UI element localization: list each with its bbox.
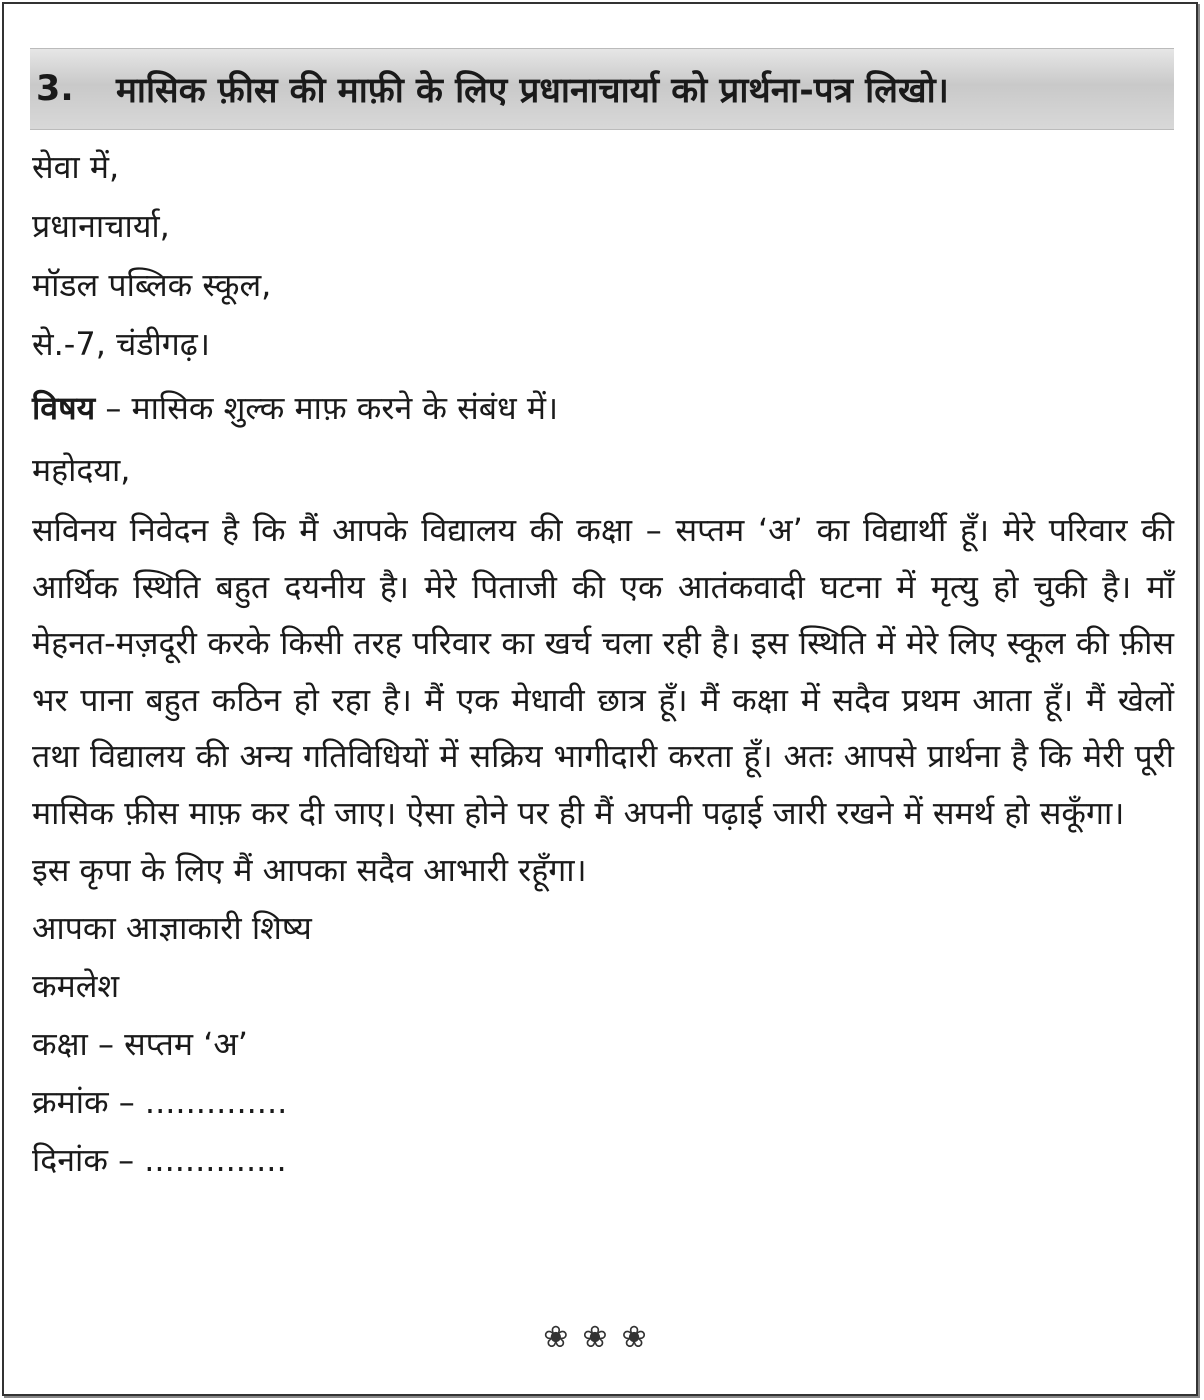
address-line: से.-7, चंडीगढ़। (32, 325, 210, 363)
date-line: दिनांक – .............. (32, 1141, 287, 1179)
question-heading (30, 48, 1174, 130)
closing-line: आपका आज्ञाकारी शिष्य (32, 909, 312, 947)
thanks-line: इस कृपा के लिए मैं आपका सदैव आभारी रहूँगा। (32, 851, 587, 889)
salutation: महोदया, (32, 451, 131, 489)
signature-block (32, 899, 1174, 1189)
question-title: मासिक फ़ीस की माफ़ी के लिए प्रधानाचार्या को प्रार्थना-पत्र लिखो। (116, 70, 949, 111)
letter (32, 138, 1174, 1189)
subject-line (32, 378, 1174, 438)
flower-ornament: ❀❀❀ (543, 1320, 661, 1355)
subject-label: विषय (32, 389, 96, 427)
subject-text: – मासिक शुल्क माफ़ करने के संबंध में। (95, 389, 559, 427)
question-number: 3. (36, 69, 74, 109)
roll-number: क्रमांक – .............. (32, 1083, 288, 1121)
address-line: मॉडल पब्लिक स्कूल, (32, 266, 272, 304)
letter-body: सविनय निवेदन है कि मैं आपके विद्यालय की कक्षा – सप्तम ‘अ’ का विद्यार्थी हूँ। मेरे परिवार की आर्थिक स्थिति बहुत दयनीय है। मेरे पिताजी की एक आतंकवादी घटना में मृत्यु हो चुकी है। माँ मेहनत-मज़दूरी करके किसी तरह परिवार का खर्च चला रही है। इस स्थिति में मेरे लिए स्कूल की फ़ीस भर पाना बहुत कठिन हो रहा है। मैं एक मेधावी छात्र हूँ। मैं कक्षा में सदैव प्रथम आता हूँ। मैं खेलों तथा विद्यालय की अन्य गतिविधियों में सक्रिय भागीदारी करता हूँ। अतः आपसे प्रार्थना है कि मेरी पूरी मासिक फ़ीस माफ़ कर दी जाए। ऐसा होने पर ही मैं अपनी पढ़ाई जारी रखने में समर्थ हो सकूँगा। (32, 511, 1174, 832)
address-block (32, 138, 1174, 374)
sender-class: कक्षा – सप्तम ‘अ’ (32, 1025, 248, 1063)
sender-name: कमलेश (32, 967, 120, 1005)
address-line: प्रधानाचार्या, (32, 207, 170, 245)
address-line: सेवा में, (32, 148, 120, 186)
